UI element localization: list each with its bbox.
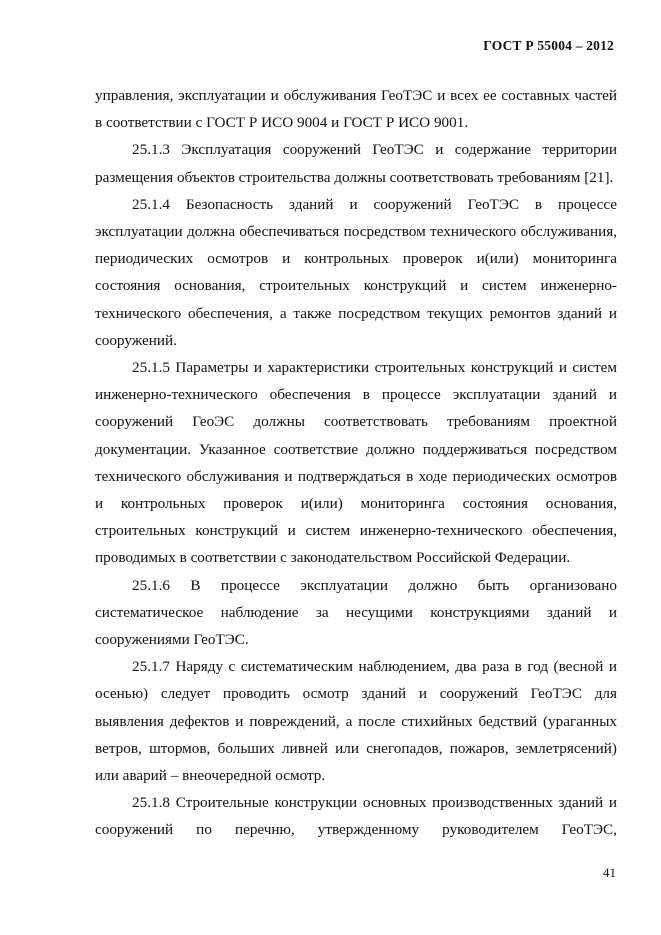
- paragraph-25-1-4: 25.1.4 Безопасность зданий и сооружений ГеоТЭС в процессе эксплуатации должна обеспечиваться посредством технического обслуживания, периодических осмотров и контрольных проверок и(или) мониторинга состояния основания, строительных конструкций и систем инженерно-технического обеспечения, а также посредством текущих ремонтов зданий и сооружений.: [95, 195, 617, 349]
- paragraph-25-1-6: 25.1.6 В процессе эксплуатации должно быть организовано систематическое наблюдение за несущими конструкциями зданий и сооружениями ГеоТЭС.: [95, 576, 617, 649]
- document-body: [95, 82, 617, 844]
- paragraph-continuation: управления, эксплуатации и обслуживания ГеоТЭС и всех ее составных частей в соответствии с ГОСТ Р ИСО 9004 и ГОСТ Р ИСО 9001.: [95, 87, 617, 132]
- page-number: 41: [603, 865, 616, 880]
- page-header-standard: ГОСТ Р 55004 – 2012: [483, 38, 614, 53]
- paragraph-25-1-8: 25.1.8 Строительные конструкции основных производственных зданий и сооружений по перечню, утвержденному руководителем ГеоТЭС,: [95, 794, 617, 839]
- paragraph-25-1-3: 25.1.3 Эксплуатация сооружений ГеоТЭС и содержание территории размещения объектов строительства должны соответствовать требованиям [21].: [95, 141, 617, 186]
- paragraph-25-1-7: 25.1.7 Наряду с систематическим наблюдением, два раза в год (весной и осенью) следует проводить осмотр зданий и сооружений ГеоТЭС для выявления дефектов и повреждений, а после стихийных бедствий (ураганных ветров, штормов, больших ливней или снегопадов, пожаров, землетрясений) или аварий – внеочередной осмотр.: [95, 658, 617, 785]
- paragraph-25-1-5: 25.1.5 Параметры и характеристики строительных конструкций и систем инженерно-технического обеспечения в процессе эксплуатации зданий и сооружений ГеоЭС должны соответствовать требованиям проектной документации. Указанное соответствие должно поддерживаться посредством технического обслуживания и подтверждаться в ходе периодических осмотров и контрольных проверок и(или) мониторинга состояния основания, строительных конструкций и систем инженерно-технического обеспечения, проводимых в соответствии с законодательством Российской Федерации.: [95, 359, 617, 567]
